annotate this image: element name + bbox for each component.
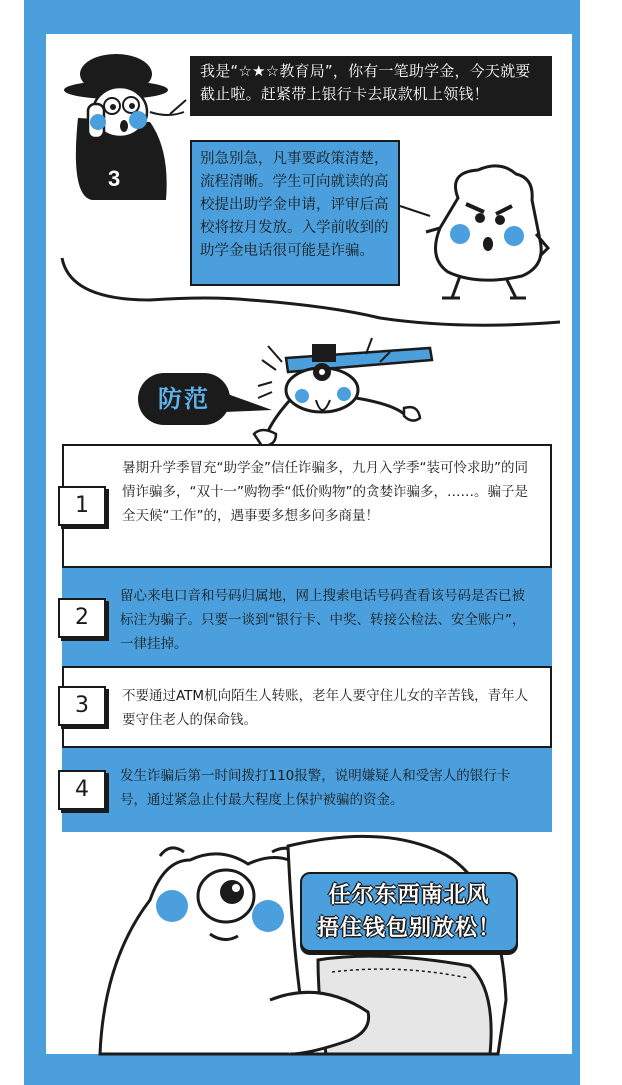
- caller-number: 3: [108, 166, 121, 191]
- tip-card-3: [62, 666, 552, 748]
- knocked-character-illustration: [254, 338, 432, 446]
- slogan-box: [300, 872, 518, 952]
- tip-card-2: [62, 568, 552, 666]
- slogan-line-1: 任尔东西南北风: [328, 883, 490, 908]
- slogan-line-2: 捂住钱包别放松！: [316, 916, 501, 941]
- scammer-illustration: [64, 54, 184, 200]
- tip-number-3: 3: [58, 686, 106, 726]
- tip-card-1: [62, 444, 552, 568]
- tip-number-4: 4: [58, 770, 106, 810]
- tip-text-1: 暑期升学季冒充“助学金”信任诈骗多，九月入学季“装可怜求助”的同情诈骗多，“双十一”购物季“低价购物”的贪婪诈骗多，……。骗子是全天候“工作”的，遇事要多想多问多商量！: [122, 460, 528, 524]
- tip-text-2: 留心来电口音和号码归属地，网上搜索电话号码查看该号码是否已被标注为骗子。只要一谈到“银行卡、中奖、转接公检法、安全账户”，一律挂掉。: [120, 588, 526, 652]
- tip-number-1: 1: [58, 486, 106, 526]
- tip-number-2: 2: [58, 598, 106, 638]
- advisor-illustration: [426, 166, 548, 298]
- scammer-speech-bubble: 我是“☆★☆教育局”，你有一笔助学金，今天就要截止啦。赶紧带上银行卡去取款机上领钱！: [190, 56, 552, 116]
- tip-text-4: 发生诈骗后第一时间拨打110报警，说明嫌疑人和受害人的银行卡号，通过紧急止付最大程度上保护被骗的资金。: [120, 768, 511, 808]
- advisor-speech-bubble: 别急别急，凡事要政策清楚，流程清晰。学生可向就读的高校提出助学金申请，评审后高校将按月发放。入学前收到的助学金电话很可能是诈骗。: [190, 140, 400, 286]
- prevention-label: 防范: [138, 373, 230, 425]
- tip-text-3: 不要通过ATM机向陌生人转账，老年人要守住儿女的辛苦钱，青年人要守住老人的保命钱。: [122, 688, 529, 728]
- tip-card-4: [62, 748, 552, 832]
